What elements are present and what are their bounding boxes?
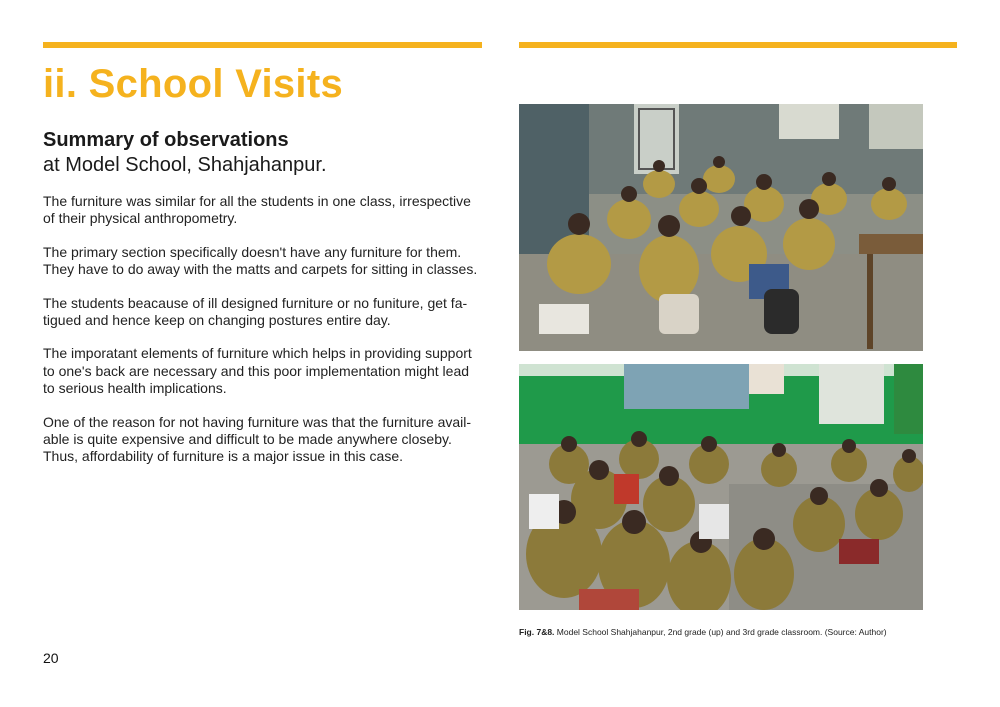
figure-caption-text: Model School Shahjahanpur, 2nd grade (up) and 3rd grade classroom. (Source: Author) [554,627,887,637]
paragraph: The students beacause of ill designed furniture or no funiture, get fa-tigued and hence keep on changing postures entire day. [43,294,468,329]
top-rule-left [43,42,482,48]
figure-label: Fig. 7&8. [519,627,555,637]
summary-heading: Summary of observations [43,129,289,151]
summary-heading-block [43,128,483,178]
classroom-photo-3rd-grade [519,364,923,610]
paragraph: One of the reason for not having furniture was that the furniture avail-able is quite expensive and difficult to be made anywhere closeby. Thus, affordability of furniture is a major issue in this case. [43,413,472,465]
section-title: ii. School Visits [43,62,344,106]
observations-body [43,193,483,482]
classroom-photo-2nd-grade [519,104,923,351]
figure-caption [519,627,887,637]
top-rule-right [519,42,957,48]
summary-location: at Model School, Shahjahanpur. [43,154,327,176]
paragraph: The primary section specifically doesn't have any furniture for them. They have to do away with the matts and carpets for sitting in classes. [43,243,478,278]
paragraph: The imporatant elements of furniture which helps in providing support to one's back are necessary and this poor implementation might lead to serious health implications. [43,345,472,397]
page-number: 20 [43,650,59,666]
paragraph: The furniture was similar for all the students in one class, irrespective of their physical anthropometry. [43,193,471,227]
